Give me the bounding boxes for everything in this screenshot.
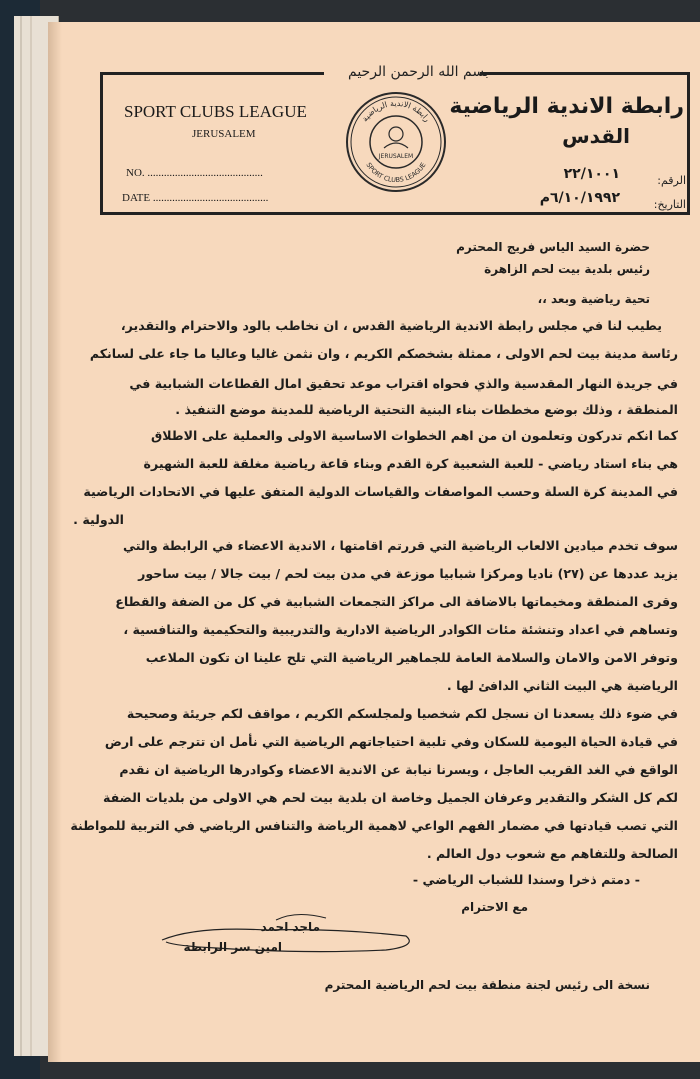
body-line: في جريدة النهار المقدسية والذي فحواه اقتراب موعد تحقيق امال القطاعات الشبابية في (129, 376, 678, 391)
body-line: الصالحة وللتفاهم مع شعوب دول العالم . (426, 846, 678, 861)
body-line: التي تصب قيادتها في مضمار الفهم الواعي لاهمية الرياضة والتنافس الرياضي في التربية للمواطنة (70, 818, 678, 833)
arabic-title: رابطة الاندية الرياضية (449, 94, 684, 119)
seal-emblem-wreath (384, 143, 408, 148)
body-closing-wish: - دمتم ذخرا وسندا للشباب الرياضي - (412, 872, 640, 887)
paper-shadow (48, 22, 62, 1062)
body-line: وتوفر الامن والامان والسلامة العامة للجماهير الرياضية التي تلح علينا ان تكون الملاعب (145, 650, 678, 665)
letterhead-right-rule (687, 72, 690, 215)
copy-note: نسخة الى رئيس لجنة منطقة بيت لحم الرياضية المحترم (324, 978, 650, 992)
ref-number-label: الرقم: (657, 174, 686, 187)
arabic-date-label: التاريخ: (653, 198, 686, 211)
seal-emblem-ball (389, 127, 403, 141)
date-field: DATE .......................................... (122, 192, 269, 204)
seal-outer-text: SPORT CLUBS LEAGUE (364, 161, 428, 185)
body-line: يطيب لنا في مجلس رابطة الاندية الرياضية القدس ، ان نخاطب بالود والاحترام والتقدير، (120, 318, 662, 333)
letterhead-top-rule-left (100, 72, 324, 75)
body-line: هي بناء استاد رياضي - للعبة الشعبية كرة القدم وبناء قاعة رياضية مغلقة للعبة الشهيرة (143, 456, 678, 471)
body-line: يزيد عددها عن (٢٧) ناديا ومركزا شبابيا موزعة في مدن بيت لحم / بيت جالا / بيت ساحور (138, 566, 678, 581)
signer-title: امين سر الرابطة (183, 940, 282, 954)
ref-number-value: ٢٢/١٠٠١ (563, 166, 620, 182)
body-line: في ضوء ذلك يسعدنا ان نسجل لكم شخصيا ولمجلسكم الكريم ، مواقف لكم جريئة وصحيحة (126, 706, 678, 721)
salutation-addressee: حضرة السيد الياس فريج المحترم (456, 240, 650, 254)
closing-regards: مع الاحترام (461, 900, 528, 914)
seal-arabic-text: رابطة الاندية الرياضية (360, 98, 432, 124)
date-value: ٦/١٠/١٩٩٢م (539, 190, 620, 206)
body-line: كما انكم تدركون وتعلمون ان من اهم الخطوات الاساسية الاولى والعملية على الاطلاق (150, 428, 678, 443)
body-line: المنطقة ، وذلك بوضع مخططات بناء البنية التحتية الرياضية للمدينة موضع التنفيذ . (175, 402, 678, 417)
league-seal-icon (344, 90, 448, 194)
arabic-city: القدس (562, 124, 630, 148)
letterhead-bottom-rule (100, 212, 690, 215)
letterhead-left-rule (100, 72, 103, 215)
seal-city-text: JERUSALEM (378, 153, 414, 160)
body-line: في المدينة كرة السلة وحسب المواصفات والقياسات الدولية المتفق عليها في الاتحادات الرياضية (83, 484, 678, 499)
body-line: وقرى المنطقة ومخيماتها بالاضافة الى مراكز التجمعات الشبابية في كل من الضفة والقطاع (115, 594, 678, 609)
seal-inner-ring (370, 116, 422, 168)
letterhead-top-rule-right (480, 72, 690, 75)
body-line: وتساهم في اعداد وتنشئة مئات الكوادر الرياضية الادارية والتدريبية والتحكيمية والتنافسية ، (123, 622, 678, 637)
body-line: في قيادة الحياة اليومية للسكان وفي تلبية احتياجاتهم الرياضية التي نأمل ان تترجم على ارض (104, 734, 678, 749)
english-city: JERUSALEM (192, 128, 256, 140)
body-line: لكم كل الشكر والتقدير وعرفان الجميل وخاصة ان بلدية بيت لحم هي الاولى من بلديات الضفة (102, 790, 678, 805)
signer-name: ماجد احمد (260, 920, 320, 934)
body-line: سوف تخدم ميادين الالعاب الرياضية التي قررتم اقامتها ، الاندية الاعضاء في الرابطة والتي (122, 538, 678, 553)
basmala: بسم الله الرحمن الرحيم (348, 64, 489, 80)
no-field: NO. .......................................... (126, 167, 263, 179)
body-line: الواقع في الغد القريب العاجل ، ويسرنا نيابة عن الاندية الاعضاء وكوادرها الرياضية ان نقدم (119, 762, 678, 777)
english-title: SPORT CLUBS LEAGUE (124, 102, 307, 121)
body-line: الدولية . (73, 512, 124, 527)
salutation-title: رئيس بلدية بيت لحم الزاهرة (484, 262, 650, 276)
seal-middle-ring (351, 97, 441, 187)
body-line: رئاسة مدينة بيت لحم الاولى ، ممثلة بشخصكم الكريم ، وان نثمن غاليا وعاليا ما جاء على لسانكم (89, 346, 678, 361)
letterhead (100, 64, 690, 220)
body-line: الرياضية هي البيت الثاني الدافئ لها . (446, 678, 678, 693)
salutation-greeting: تحية رياضية وبعد ،، (537, 292, 650, 306)
